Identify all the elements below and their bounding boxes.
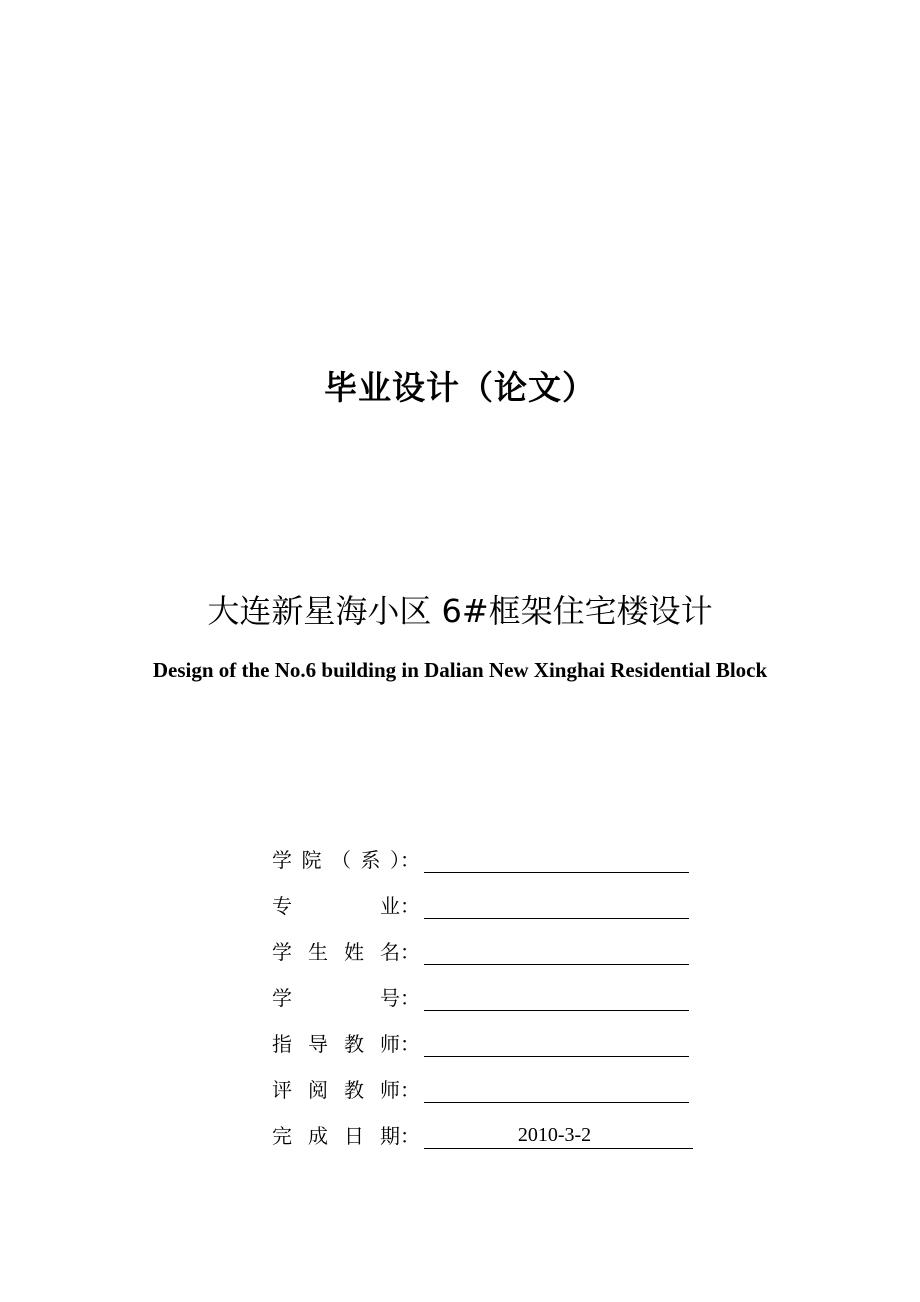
label-char: 院 (301, 847, 322, 872)
label-char: 学 (272, 985, 292, 1010)
advisor-label (272, 1028, 420, 1056)
label-char: 完 (272, 1123, 292, 1148)
english-thesis-title: Design of the No.6 building in Dalian New Xinghai Residential Block (152, 658, 768, 682)
label-char: 师： (380, 1077, 420, 1102)
college-field[interactable] (424, 846, 689, 873)
info-form (272, 842, 712, 1164)
reviewer-label (272, 1074, 420, 1102)
label-char: 生 (308, 939, 328, 964)
completion-date-field[interactable] (424, 1122, 693, 1149)
completion-date-row (272, 1118, 712, 1164)
student-id-field[interactable] (424, 984, 689, 1011)
label-char: 姓 (344, 939, 364, 964)
college-row (272, 842, 712, 888)
label-char: 师： (380, 1031, 420, 1056)
advisor-row (272, 1026, 712, 1072)
major-row (272, 888, 712, 934)
reviewer-row (272, 1072, 712, 1118)
label-char: 日 (344, 1123, 364, 1148)
label-char: 专 (272, 893, 292, 918)
label-char: 学 (272, 939, 292, 964)
label-char: 业： (380, 893, 420, 918)
college-label (272, 844, 420, 872)
student-id-row (272, 980, 712, 1026)
chinese-thesis-title: 大连新星海小区 6#框架住宅楼设计 (207, 592, 713, 630)
label-char: 教 (344, 1031, 364, 1056)
label-char: 系 (360, 847, 381, 872)
student-id-label (272, 982, 420, 1010)
advisor-field[interactable] (424, 1030, 689, 1057)
completion-date-label (272, 1120, 420, 1148)
label-char: 学 (272, 847, 292, 872)
label-char: 成 (308, 1123, 328, 1148)
label-char: 评 (272, 1077, 292, 1102)
label-char: 教 (344, 1077, 364, 1102)
label-char: ）： (390, 847, 420, 872)
major-field[interactable] (424, 892, 689, 919)
label-char: （ (331, 847, 351, 872)
label-char: 期： (380, 1123, 420, 1148)
label-char: 名： (380, 939, 420, 964)
student-name-label (272, 936, 420, 964)
major-label (272, 890, 420, 918)
completion-date-value: 2010-3-2 (517, 1124, 592, 1146)
label-char: 导 (308, 1031, 328, 1056)
label-char: 号： (380, 985, 420, 1010)
reviewer-field[interactable] (424, 1076, 689, 1103)
label-char: 指 (272, 1031, 292, 1056)
student-name-row (272, 934, 712, 980)
label-char: 阅 (308, 1077, 328, 1102)
main-title: 毕业设计（论文） (324, 368, 596, 407)
student-name-field[interactable] (424, 938, 689, 965)
